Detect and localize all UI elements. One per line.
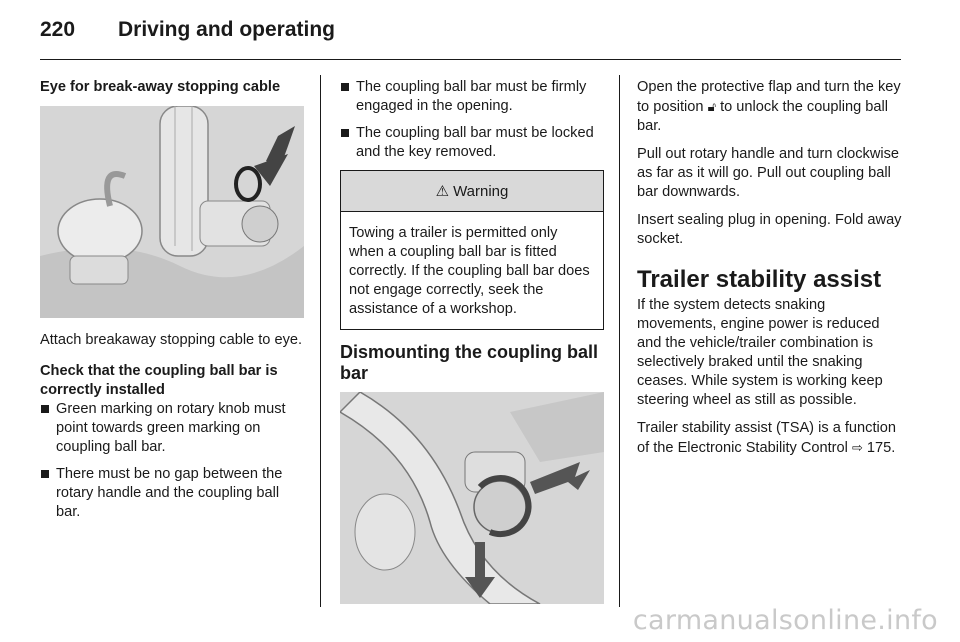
rotary-handle-paragraph: Pull out rotary handle and turn clockwise as far as it will go. Pull out coupling ball bar downwards.	[637, 146, 900, 200]
column-3	[637, 78, 905, 458]
page-reference-arrow-icon: ⇨	[851, 440, 863, 455]
tsa-paragraph: Trailer stability assist (TSA) is a function of the Electronic Stability Control ⇨ 175.	[637, 420, 896, 456]
bullet-square-icon	[41, 405, 49, 413]
list-item: Green marking on rotary knob must point towards green marking on coupling ball bar.	[40, 400, 304, 457]
unlock-icon: 🔓︎	[707, 99, 717, 114]
column-2	[340, 78, 604, 604]
column-1	[40, 78, 304, 530]
watermark: carmanualsonline.info	[632, 605, 938, 636]
page-number: 220	[40, 18, 76, 41]
chapter-title: Driving and operating	[118, 18, 336, 41]
bullet-square-icon	[341, 83, 349, 91]
list-item: There must be no gap between the rotary handle and the coupling ball bar.	[40, 465, 304, 522]
column-divider-2	[619, 75, 620, 607]
attach-cable-text: Attach breakaway stopping cable to eye.	[40, 332, 303, 348]
sealing-plug-paragraph: Insert sealing plug in opening. Fold away socket.	[637, 212, 902, 247]
warning-header	[341, 171, 603, 212]
warning-title: Warning	[453, 182, 509, 200]
header-divider	[40, 59, 901, 60]
dismounting-heading: Dismounting the coupling ball bar	[340, 342, 598, 383]
snaking-paragraph: If the system detects snaking movements, engine power is reduced and the vehicle/trailer combination is selectively braked until the snaking ceases. While system is working keep steering wheel as still as possible.	[637, 297, 883, 408]
break-away-cable-eye-illustration	[40, 106, 304, 318]
page-header	[40, 18, 335, 48]
warning-triangle-icon: ⚠	[435, 182, 450, 200]
trailer-stability-heading: Trailer stability assist	[637, 266, 882, 293]
eye-heading: Eye for break-away stopping cable	[40, 79, 281, 95]
warning-box	[340, 170, 604, 330]
bullet-square-icon	[41, 470, 49, 478]
list-item: The coupling ball bar must be firmly engaged in the opening.	[340, 78, 604, 116]
unlock-paragraph: Open the protective flap and turn the key to position 🔓︎ to unlock the coupling ball bar.	[637, 79, 901, 134]
warning-body: Towing a trailer is permitted only when a coupling ball bar is fitted correctly. If the coupling ball bar does not engage correctly, seek the assistance of a workshop.	[349, 225, 590, 317]
requirements-list	[340, 78, 604, 162]
dismounting-illustration	[340, 392, 604, 604]
page-reference-link[interactable]: 175.	[866, 440, 896, 456]
check-installation-heading: Check that the coupling ball bar is correctly installed	[40, 363, 278, 398]
column-divider-1	[320, 75, 321, 607]
list-item: The coupling ball bar must be locked and the key removed.	[340, 124, 604, 162]
check-list	[40, 400, 304, 522]
bullet-square-icon	[341, 129, 349, 137]
